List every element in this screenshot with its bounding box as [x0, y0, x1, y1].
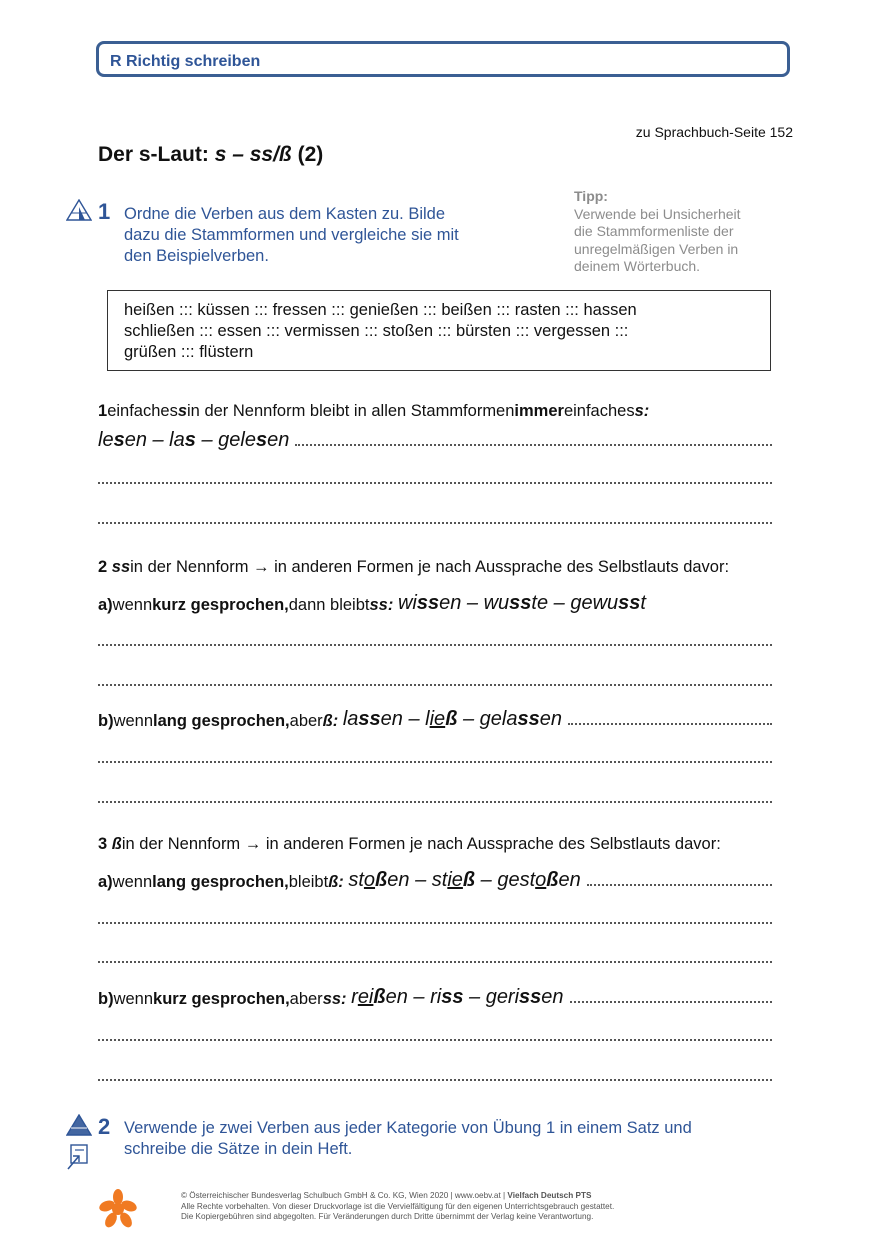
word-box-line: heißen ::: küssen ::: fressen ::: genießen ::: beißen ::: rasten ::: hassen [124, 301, 637, 319]
answer-line[interactable] [98, 783, 772, 809]
answer-line[interactable] [98, 504, 772, 530]
publisher-logo-icon [98, 1188, 138, 1230]
example-lassen: lassen – ließ – gelassen [342, 708, 562, 730]
example-lesen: lesen – las – gelesen [98, 429, 290, 451]
page-title: Der s-Laut: s – ss/ß (2) [98, 143, 324, 166]
word-box-line: schließen ::: essen ::: vermissen ::: stoßen ::: bürsten ::: vergessen ::: [124, 322, 629, 340]
answer-line[interactable] [98, 1061, 772, 1087]
example-reissen: reißen – riss – gerissen [351, 986, 564, 1008]
word-box [107, 290, 771, 371]
answer-line[interactable] [98, 426, 772, 452]
tip-line: unregelmäßigen Verben in [574, 240, 739, 257]
answer-line[interactable] [98, 943, 772, 969]
tip-line: Verwende bei Unsicherheit [574, 205, 741, 222]
exercise-2-number: 2 [98, 1114, 111, 1139]
answer-line[interactable] [98, 464, 772, 490]
section-2-heading: 2 ss in der Nennform → in anderen Formen je nach Aussprache des Selbstlauts davor: [98, 558, 730, 576]
difficulty-triangle-icon [66, 1114, 92, 1136]
example-wissen: wissen – wusste – gewusst [397, 592, 646, 614]
section-3a[interactable]: a) wenn lang gesprochen, bleibt ß: stoßen – stieß – gestoßen [98, 866, 772, 892]
answer-line[interactable] [98, 626, 772, 652]
example-stossen: stoßen – stieß – gestoßen [348, 869, 581, 891]
tip-line: die Stammformenliste der [574, 223, 734, 239]
exercise-1-instruction: Ordne die Verben aus dem Kasten zu. Bilde dazu die Stammformen und vergleiche sie mit den Beispielverben. [124, 205, 459, 265]
tip-box [574, 188, 774, 276]
section-2a: a) wenn kurz gesprochen, dann bleibt ss: wissen – wusste – gewusst [98, 592, 646, 614]
header-title: R Richtig schreiben [110, 53, 261, 70]
answer-line[interactable] [98, 1021, 772, 1047]
exercise-1-number: 1 [98, 199, 111, 224]
section-1-heading: 1 einfaches s in der Nennform bleibt in allen Stammformen immer einfaches s: [98, 402, 650, 420]
tip-label: Tipp: [574, 188, 608, 204]
tip-line: deinem Wörterbuch. [574, 258, 701, 274]
footer-copyright: © Österreichischer Bundesverlag Schulbuch GmbH & Co. KG, Wien 2020 | www.oebv.at | Vielfach Deutsch PTS Alle Rechte vorbehalten. Von dieser Druckvorlage ist die Vervielfältigung für den eigenen Unterrichtsgebrauch gestattet. Die Kopiergebühren sind abgegolten. Für Veränderungen durch Dritte übernimmt der Verlag keine Verantwortung. [181, 1191, 615, 1221]
notebook-write-icon [66, 1143, 90, 1171]
exercise-2-instruction: Verwende je zwei Verben aus jeder Kategorie von Übung 1 in einem Satz und schreibe die Sätze in dein Heft. [124, 1119, 692, 1158]
section-3b[interactable]: b) wenn kurz gesprochen, aber ss: reißen – riss – gerissen [98, 983, 772, 1009]
answer-line[interactable] [98, 743, 772, 769]
answer-line[interactable] [98, 666, 772, 692]
section-3-heading: 3 ß in der Nennform → in anderen Formen je nach Aussprache des Selbstlauts davor: [98, 835, 721, 853]
word-box-line: grüßen ::: flüstern [124, 343, 254, 361]
sprachbuch-reference: zu Sprachbuch-Seite 152 [635, 124, 793, 140]
difficulty-triangle-icon [66, 199, 92, 221]
answer-line[interactable] [98, 904, 772, 930]
section-2b[interactable]: b) wenn lang gesprochen, aber ß: lassen – ließ – gelassen [98, 705, 772, 731]
